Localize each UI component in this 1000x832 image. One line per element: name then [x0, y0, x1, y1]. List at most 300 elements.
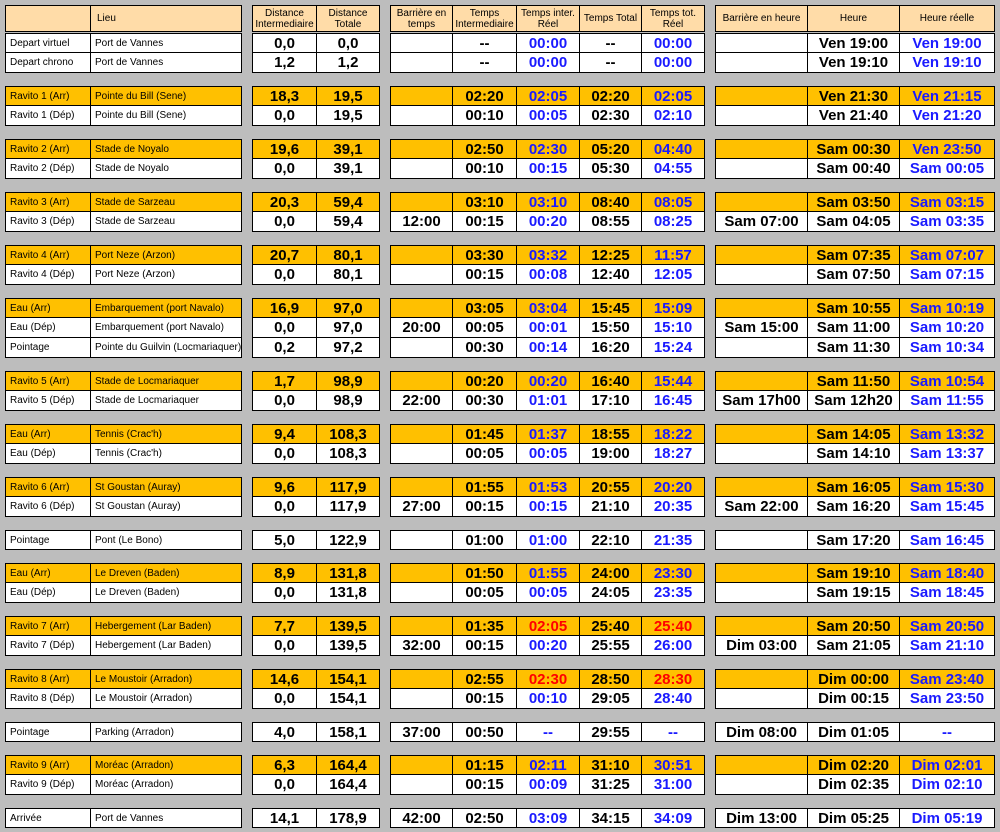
cell-dist-inter: 1,2 [252, 53, 317, 73]
cell-heure: Sam 16:20 [808, 497, 900, 517]
cell-temps-inter-reel: 00:09 [517, 775, 580, 795]
cell-temps-inter: 00:15 [453, 265, 517, 285]
cell-lieu: Moréac (Arradon) [91, 775, 242, 795]
cell-dist-tot: 80,1 [317, 245, 380, 265]
cell-barriere-temps: 12:00 [390, 212, 453, 232]
cell-barriere-temps [390, 669, 453, 689]
cell-dist-tot: 108,3 [317, 424, 380, 444]
cell-heure-reelle: Ven 19:10 [900, 53, 995, 73]
cell-dist-tot: 122,9 [317, 530, 380, 550]
cell-temps-inter-reel: 00:00 [517, 53, 580, 73]
cell-temps-tot-reel: 08:25 [642, 212, 705, 232]
cell-heure-reelle: Sam 10:34 [900, 338, 995, 358]
cell-barriere-heure [715, 106, 808, 126]
cell-heure: Sam 07:50 [808, 265, 900, 285]
cell-temps-tot-reel: 28:30 [642, 669, 705, 689]
cell-dist-inter: 0,0 [252, 106, 317, 126]
cell-dist-inter: 1,7 [252, 371, 317, 391]
cell-dist-tot: 19,5 [317, 106, 380, 126]
cell-heure-reelle: Sam 16:45 [900, 530, 995, 550]
cell-temps-total: 21:10 [580, 497, 642, 517]
cell-heure: Dim 02:35 [808, 775, 900, 795]
cell-barriere-heure [715, 530, 808, 550]
cell-temps-tot-reel: 18:27 [642, 444, 705, 464]
cell-barriere-temps [390, 53, 453, 73]
cell-temps-inter: 02:20 [453, 86, 517, 106]
cell-heure: Sam 14:10 [808, 444, 900, 464]
cell-dist-inter: 4,0 [252, 722, 317, 742]
cell-dist-inter: 14,6 [252, 669, 317, 689]
cell-barriere-temps: 32:00 [390, 636, 453, 656]
cell-temps-inter-reel: 00:15 [517, 497, 580, 517]
cell-temps-total: 25:55 [580, 636, 642, 656]
cell-temps-inter-reel: 00:08 [517, 265, 580, 285]
cell-etape: Eau (Arr) [5, 563, 91, 583]
cell-etape: Eau (Dép) [5, 444, 91, 464]
header-heure: Heure [808, 5, 900, 32]
cell-lieu: Parking (Arradon) [91, 722, 242, 742]
cell-temps-inter: 00:20 [453, 371, 517, 391]
cell-temps-inter: 00:05 [453, 444, 517, 464]
cell-heure: Sam 04:05 [808, 212, 900, 232]
cell-temps-total: -- [580, 33, 642, 53]
cell-temps-inter: 02:50 [453, 808, 517, 828]
cell-temps-tot-reel: 11:57 [642, 245, 705, 265]
cell-heure-reelle: Sam 15:30 [900, 477, 995, 497]
cell-dist-tot: 131,8 [317, 563, 380, 583]
cell-temps-total: 19:00 [580, 444, 642, 464]
cell-dist-inter: 0,0 [252, 159, 317, 179]
cell-heure: Sam 16:05 [808, 477, 900, 497]
cell-temps-tot-reel: 08:05 [642, 192, 705, 212]
cell-heure: Ven 19:00 [808, 33, 900, 53]
cell-lieu: Le Dreven (Baden) [91, 563, 242, 583]
cell-dist-inter: 0,0 [252, 212, 317, 232]
cell-temps-tot-reel: 20:20 [642, 477, 705, 497]
cell-heure-reelle: Sam 13:37 [900, 444, 995, 464]
cell-temps-total: 31:25 [580, 775, 642, 795]
cell-lieu: Port de Vannes [91, 53, 242, 73]
cell-heure-reelle: Sam 03:35 [900, 212, 995, 232]
cell-temps-inter: 02:55 [453, 669, 517, 689]
cell-heure-reelle: Sam 20:50 [900, 616, 995, 636]
cell-etape: Pointage [5, 338, 91, 358]
cell-dist-inter: 9,6 [252, 477, 317, 497]
cell-dist-tot: 108,3 [317, 444, 380, 464]
cell-temps-inter-reel: 00:15 [517, 159, 580, 179]
cell-heure: Sam 00:30 [808, 139, 900, 159]
cell-dist-inter: 0,2 [252, 338, 317, 358]
cell-temps-total: 16:40 [580, 371, 642, 391]
cell-barriere-temps: 42:00 [390, 808, 453, 828]
cell-temps-inter-reel: 00:01 [517, 318, 580, 338]
cell-heure: Sam 20:50 [808, 616, 900, 636]
cell-temps-inter: 00:30 [453, 338, 517, 358]
cell-temps-tot-reel: 00:00 [642, 33, 705, 53]
cell-barriere-heure [715, 298, 808, 318]
cell-heure: Ven 19:10 [808, 53, 900, 73]
cell-temps-tot-reel: 23:35 [642, 583, 705, 603]
cell-heure: Dim 00:00 [808, 669, 900, 689]
cell-lieu: Pont (Le Bono) [91, 530, 242, 550]
cell-temps-total: 08:55 [580, 212, 642, 232]
cell-dist-inter: 20,7 [252, 245, 317, 265]
cell-heure: Sam 19:10 [808, 563, 900, 583]
cell-heure-reelle: Sam 15:45 [900, 497, 995, 517]
cell-dist-inter: 0,0 [252, 689, 317, 709]
cell-barriere-heure [715, 424, 808, 444]
cell-temps-inter-reel: 00:05 [517, 106, 580, 126]
cell-heure-reelle: Sam 10:54 [900, 371, 995, 391]
cell-dist-inter: 8,9 [252, 563, 317, 583]
cell-temps-inter: 01:15 [453, 755, 517, 775]
cell-barriere-heure [715, 139, 808, 159]
cell-heure: Sam 17:20 [808, 530, 900, 550]
cell-etape: Eau (Dép) [5, 318, 91, 338]
cell-temps-inter: 01:55 [453, 477, 517, 497]
cell-barriere-heure [715, 669, 808, 689]
header-barriere-temps: Barrière en temps [390, 5, 453, 32]
cell-temps-inter-reel: 03:09 [517, 808, 580, 828]
cell-heure-reelle: Ven 23:50 [900, 139, 995, 159]
cell-dist-tot: 178,9 [317, 808, 380, 828]
cell-temps-tot-reel: 12:05 [642, 265, 705, 285]
cell-temps-inter: 00:10 [453, 159, 517, 179]
header-lieu: Lieu [91, 5, 242, 32]
cell-heure-reelle: Dim 02:01 [900, 755, 995, 775]
cell-heure-reelle: Sam 18:40 [900, 563, 995, 583]
cell-barriere-heure [715, 583, 808, 603]
cell-barriere-heure: Sam 17h00 [715, 391, 808, 411]
cell-temps-total: 15:45 [580, 298, 642, 318]
cell-lieu: Stade de Sarzeau [91, 192, 242, 212]
cell-temps-inter-reel: 03:10 [517, 192, 580, 212]
cell-barriere-temps [390, 477, 453, 497]
cell-temps-inter-reel: 00:00 [517, 33, 580, 53]
cell-dist-inter: 16,9 [252, 298, 317, 318]
header-heure-reelle: Heure réelle [900, 5, 995, 32]
cell-temps-inter: 00:05 [453, 318, 517, 338]
cell-etape: Depart chrono [5, 53, 91, 73]
cell-barriere-heure [715, 477, 808, 497]
cell-temps-total: 28:50 [580, 669, 642, 689]
cell-barriere-temps [390, 563, 453, 583]
cell-dist-tot: 98,9 [317, 391, 380, 411]
cell-heure: Sam 19:15 [808, 583, 900, 603]
cell-etape: Ravito 8 (Arr) [5, 669, 91, 689]
cell-barriere-temps [390, 298, 453, 318]
cell-lieu: Pointe du Guilvin (Locmariaquer) [91, 338, 242, 358]
cell-barriere-heure [715, 775, 808, 795]
cell-temps-inter: 00:15 [453, 212, 517, 232]
cell-etape: Ravito 3 (Arr) [5, 192, 91, 212]
cell-heure: Dim 02:20 [808, 755, 900, 775]
cell-etape: Ravito 2 (Arr) [5, 139, 91, 159]
header-barriere-heure: Barrière en heure [715, 5, 808, 32]
header-dist-tot: Distance Totale [317, 5, 380, 32]
cell-lieu: Hebergement (Lar Baden) [91, 636, 242, 656]
cell-barriere-heure [715, 563, 808, 583]
cell-barriere-temps [390, 775, 453, 795]
cell-etape: Pointage [5, 530, 91, 550]
cell-lieu: Port de Vannes [91, 808, 242, 828]
cell-temps-inter: 00:30 [453, 391, 517, 411]
cell-etape: Pointage [5, 722, 91, 742]
cell-temps-total: 22:10 [580, 530, 642, 550]
cell-dist-tot: 97,0 [317, 318, 380, 338]
cell-temps-tot-reel: 15:44 [642, 371, 705, 391]
cell-temps-inter-reel: 00:05 [517, 583, 580, 603]
cell-temps-tot-reel: 02:10 [642, 106, 705, 126]
cell-dist-inter: 0,0 [252, 497, 317, 517]
cell-etape: Ravito 4 (Arr) [5, 245, 91, 265]
cell-barriere-heure [715, 86, 808, 106]
cell-lieu: Embarquement (port Navalo) [91, 318, 242, 338]
cell-heure-reelle: Sam 23:50 [900, 689, 995, 709]
cell-barriere-temps [390, 265, 453, 285]
cell-dist-tot: 131,8 [317, 583, 380, 603]
cell-heure-reelle: Ven 21:15 [900, 86, 995, 106]
cell-dist-inter: 6,3 [252, 755, 317, 775]
cell-etape: Ravito 9 (Arr) [5, 755, 91, 775]
cell-temps-inter: 01:00 [453, 530, 517, 550]
cell-dist-tot: 164,4 [317, 755, 380, 775]
cell-temps-inter-reel: 03:04 [517, 298, 580, 318]
cell-barriere-heure: Sam 22:00 [715, 497, 808, 517]
cell-temps-total: 20:55 [580, 477, 642, 497]
cell-temps-tot-reel: 04:55 [642, 159, 705, 179]
header-etape [5, 5, 91, 32]
cell-temps-total: 24:05 [580, 583, 642, 603]
cell-barriere-temps [390, 192, 453, 212]
cell-temps-total: -- [580, 53, 642, 73]
cell-etape: Ravito 5 (Dép) [5, 391, 91, 411]
cell-temps-total: 24:00 [580, 563, 642, 583]
cell-heure-reelle: Sam 18:45 [900, 583, 995, 603]
cell-lieu: Hebergement (Lar Baden) [91, 616, 242, 636]
cell-dist-inter: 14,1 [252, 808, 317, 828]
cell-temps-total: 29:05 [580, 689, 642, 709]
cell-dist-tot: 154,1 [317, 689, 380, 709]
cell-temps-total: 17:10 [580, 391, 642, 411]
cell-temps-inter: 03:30 [453, 245, 517, 265]
cell-lieu: Stade de Locmariaquer [91, 371, 242, 391]
cell-temps-inter-reel: 00:10 [517, 689, 580, 709]
cell-temps-inter-reel: 01:55 [517, 563, 580, 583]
cell-temps-inter-reel: 02:30 [517, 669, 580, 689]
cell-dist-tot: 1,2 [317, 53, 380, 73]
cell-etape: Ravito 3 (Dép) [5, 212, 91, 232]
cell-etape: Ravito 1 (Dép) [5, 106, 91, 126]
cell-lieu: Port de Vannes [91, 33, 242, 53]
cell-dist-inter: 0,0 [252, 391, 317, 411]
cell-barriere-temps [390, 245, 453, 265]
cell-heure-reelle: Ven 21:20 [900, 106, 995, 126]
cell-temps-inter-reel: 01:37 [517, 424, 580, 444]
cell-temps-inter: 03:05 [453, 298, 517, 318]
cell-heure: Sam 14:05 [808, 424, 900, 444]
cell-temps-total: 18:55 [580, 424, 642, 444]
cell-heure: Sam 12h20 [808, 391, 900, 411]
cell-temps-tot-reel: 30:51 [642, 755, 705, 775]
header-dist-inter: Distance Intermediaire [252, 5, 317, 32]
cell-temps-total: 34:15 [580, 808, 642, 828]
cell-dist-inter: 9,4 [252, 424, 317, 444]
cell-temps-tot-reel: 15:10 [642, 318, 705, 338]
cell-barriere-heure [715, 192, 808, 212]
cell-temps-inter: 00:15 [453, 775, 517, 795]
cell-temps-inter-reel: -- [517, 722, 580, 742]
cell-heure-reelle: -- [900, 722, 995, 742]
cell-barriere-heure [715, 616, 808, 636]
cell-barriere-temps [390, 755, 453, 775]
cell-temps-inter-reel: 00:20 [517, 636, 580, 656]
cell-lieu: Tennis (Crac'h) [91, 444, 242, 464]
cell-heure: Sam 11:30 [808, 338, 900, 358]
cell-dist-inter: 0,0 [252, 444, 317, 464]
cell-temps-inter-reel: 02:05 [517, 86, 580, 106]
cell-temps-total: 29:55 [580, 722, 642, 742]
cell-dist-tot: 39,1 [317, 159, 380, 179]
cell-lieu: St Goustan (Auray) [91, 497, 242, 517]
cell-heure-reelle: Sam 10:20 [900, 318, 995, 338]
cell-temps-inter: 02:50 [453, 139, 517, 159]
cell-dist-tot: 164,4 [317, 775, 380, 795]
cell-lieu: Tennis (Crac'h) [91, 424, 242, 444]
cell-temps-inter-reel: 02:05 [517, 616, 580, 636]
cell-temps-inter-reel: 00:05 [517, 444, 580, 464]
cell-etape: Ravito 2 (Dép) [5, 159, 91, 179]
cell-barriere-temps [390, 530, 453, 550]
cell-temps-tot-reel: 21:35 [642, 530, 705, 550]
cell-lieu: Embarquement (port Navalo) [91, 298, 242, 318]
cell-lieu: Stade de Noyalo [91, 139, 242, 159]
cell-barriere-temps [390, 371, 453, 391]
cell-lieu: Le Moustoir (Arradon) [91, 689, 242, 709]
cell-temps-tot-reel: 02:05 [642, 86, 705, 106]
cell-temps-inter: 01:45 [453, 424, 517, 444]
cell-temps-inter-reel: 02:30 [517, 139, 580, 159]
cell-barriere-heure: Sam 07:00 [715, 212, 808, 232]
cell-temps-inter: 01:35 [453, 616, 517, 636]
header-temps-inter-reel: Temps inter. Réel [517, 5, 580, 32]
cell-barriere-temps [390, 444, 453, 464]
cell-temps-total: 12:40 [580, 265, 642, 285]
cell-heure: Sam 00:40 [808, 159, 900, 179]
cell-dist-inter: 7,7 [252, 616, 317, 636]
cell-temps-inter-reel: 02:11 [517, 755, 580, 775]
cell-dist-inter: 0,0 [252, 583, 317, 603]
cell-dist-tot: 117,9 [317, 497, 380, 517]
cell-temps-tot-reel: 31:00 [642, 775, 705, 795]
cell-temps-total: 25:40 [580, 616, 642, 636]
cell-dist-tot: 80,1 [317, 265, 380, 285]
cell-etape: Eau (Dép) [5, 583, 91, 603]
cell-heure: Sam 07:35 [808, 245, 900, 265]
cell-barriere-temps: 22:00 [390, 391, 453, 411]
cell-heure: Sam 21:05 [808, 636, 900, 656]
cell-temps-inter-reel: 00:20 [517, 371, 580, 391]
cell-temps-total: 15:50 [580, 318, 642, 338]
header-temps-total: Temps Total [580, 5, 642, 32]
cell-temps-tot-reel: -- [642, 722, 705, 742]
cell-temps-inter: 00:05 [453, 583, 517, 603]
cell-temps-total: 05:20 [580, 139, 642, 159]
cell-lieu: Pointe du Bill (Sene) [91, 106, 242, 126]
cell-temps-tot-reel: 18:22 [642, 424, 705, 444]
cell-temps-inter: 01:50 [453, 563, 517, 583]
cell-dist-inter: 0,0 [252, 33, 317, 53]
cell-barriere-temps [390, 338, 453, 358]
cell-barriere-heure [715, 33, 808, 53]
cell-heure: Sam 11:50 [808, 371, 900, 391]
cell-barriere-temps [390, 159, 453, 179]
cell-temps-inter-reel: 01:01 [517, 391, 580, 411]
cell-barriere-heure: Sam 15:00 [715, 318, 808, 338]
cell-heure-reelle: Sam 23:40 [900, 669, 995, 689]
cell-barriere-temps [390, 33, 453, 53]
cell-temps-tot-reel: 23:30 [642, 563, 705, 583]
cell-barriere-heure: Dim 13:00 [715, 808, 808, 828]
cell-dist-inter: 5,0 [252, 530, 317, 550]
cell-temps-inter-reel: 00:14 [517, 338, 580, 358]
cell-temps-tot-reel: 25:40 [642, 616, 705, 636]
cell-temps-tot-reel: 15:24 [642, 338, 705, 358]
cell-temps-tot-reel: 28:40 [642, 689, 705, 709]
cell-heure: Ven 21:40 [808, 106, 900, 126]
cell-dist-tot: 97,0 [317, 298, 380, 318]
cell-barriere-heure: Dim 08:00 [715, 722, 808, 742]
cell-temps-total: 05:30 [580, 159, 642, 179]
cell-temps-inter-reel: 03:32 [517, 245, 580, 265]
cell-etape: Ravito 6 (Dép) [5, 497, 91, 517]
cell-dist-inter: 18,3 [252, 86, 317, 106]
cell-dist-tot: 0,0 [317, 33, 380, 53]
cell-barriere-heure [715, 338, 808, 358]
cell-etape: Depart virtuel [5, 33, 91, 53]
cell-lieu: St Goustan (Auray) [91, 477, 242, 497]
cell-dist-tot: 19,5 [317, 86, 380, 106]
cell-lieu: Stade de Noyalo [91, 159, 242, 179]
cell-barriere-temps: 37:00 [390, 722, 453, 742]
cell-dist-inter: 0,0 [252, 318, 317, 338]
cell-barriere-heure [715, 159, 808, 179]
cell-lieu: Port Neze (Arzon) [91, 265, 242, 285]
cell-etape: Ravito 8 (Dép) [5, 689, 91, 709]
cell-heure: Dim 05:25 [808, 808, 900, 828]
cell-etape: Eau (Arr) [5, 298, 91, 318]
cell-barriere-heure [715, 444, 808, 464]
cell-temps-tot-reel: 15:09 [642, 298, 705, 318]
cell-barriere-temps [390, 616, 453, 636]
cell-temps-total: 12:25 [580, 245, 642, 265]
cell-barriere-temps [390, 86, 453, 106]
cell-lieu: Moréac (Arradon) [91, 755, 242, 775]
cell-barriere-temps [390, 424, 453, 444]
cell-temps-total: 08:40 [580, 192, 642, 212]
cell-dist-tot: 117,9 [317, 477, 380, 497]
cell-temps-total: 31:10 [580, 755, 642, 775]
cell-barriere-temps [390, 106, 453, 126]
cell-barriere-temps [390, 689, 453, 709]
cell-temps-inter: 00:10 [453, 106, 517, 126]
cell-lieu: Stade de Locmariaquer [91, 391, 242, 411]
cell-barriere-heure [715, 53, 808, 73]
cell-lieu: Pointe du Bill (Sene) [91, 86, 242, 106]
cell-barriere-heure [715, 245, 808, 265]
cell-temps-inter: 00:15 [453, 689, 517, 709]
cell-temps-tot-reel: 26:00 [642, 636, 705, 656]
